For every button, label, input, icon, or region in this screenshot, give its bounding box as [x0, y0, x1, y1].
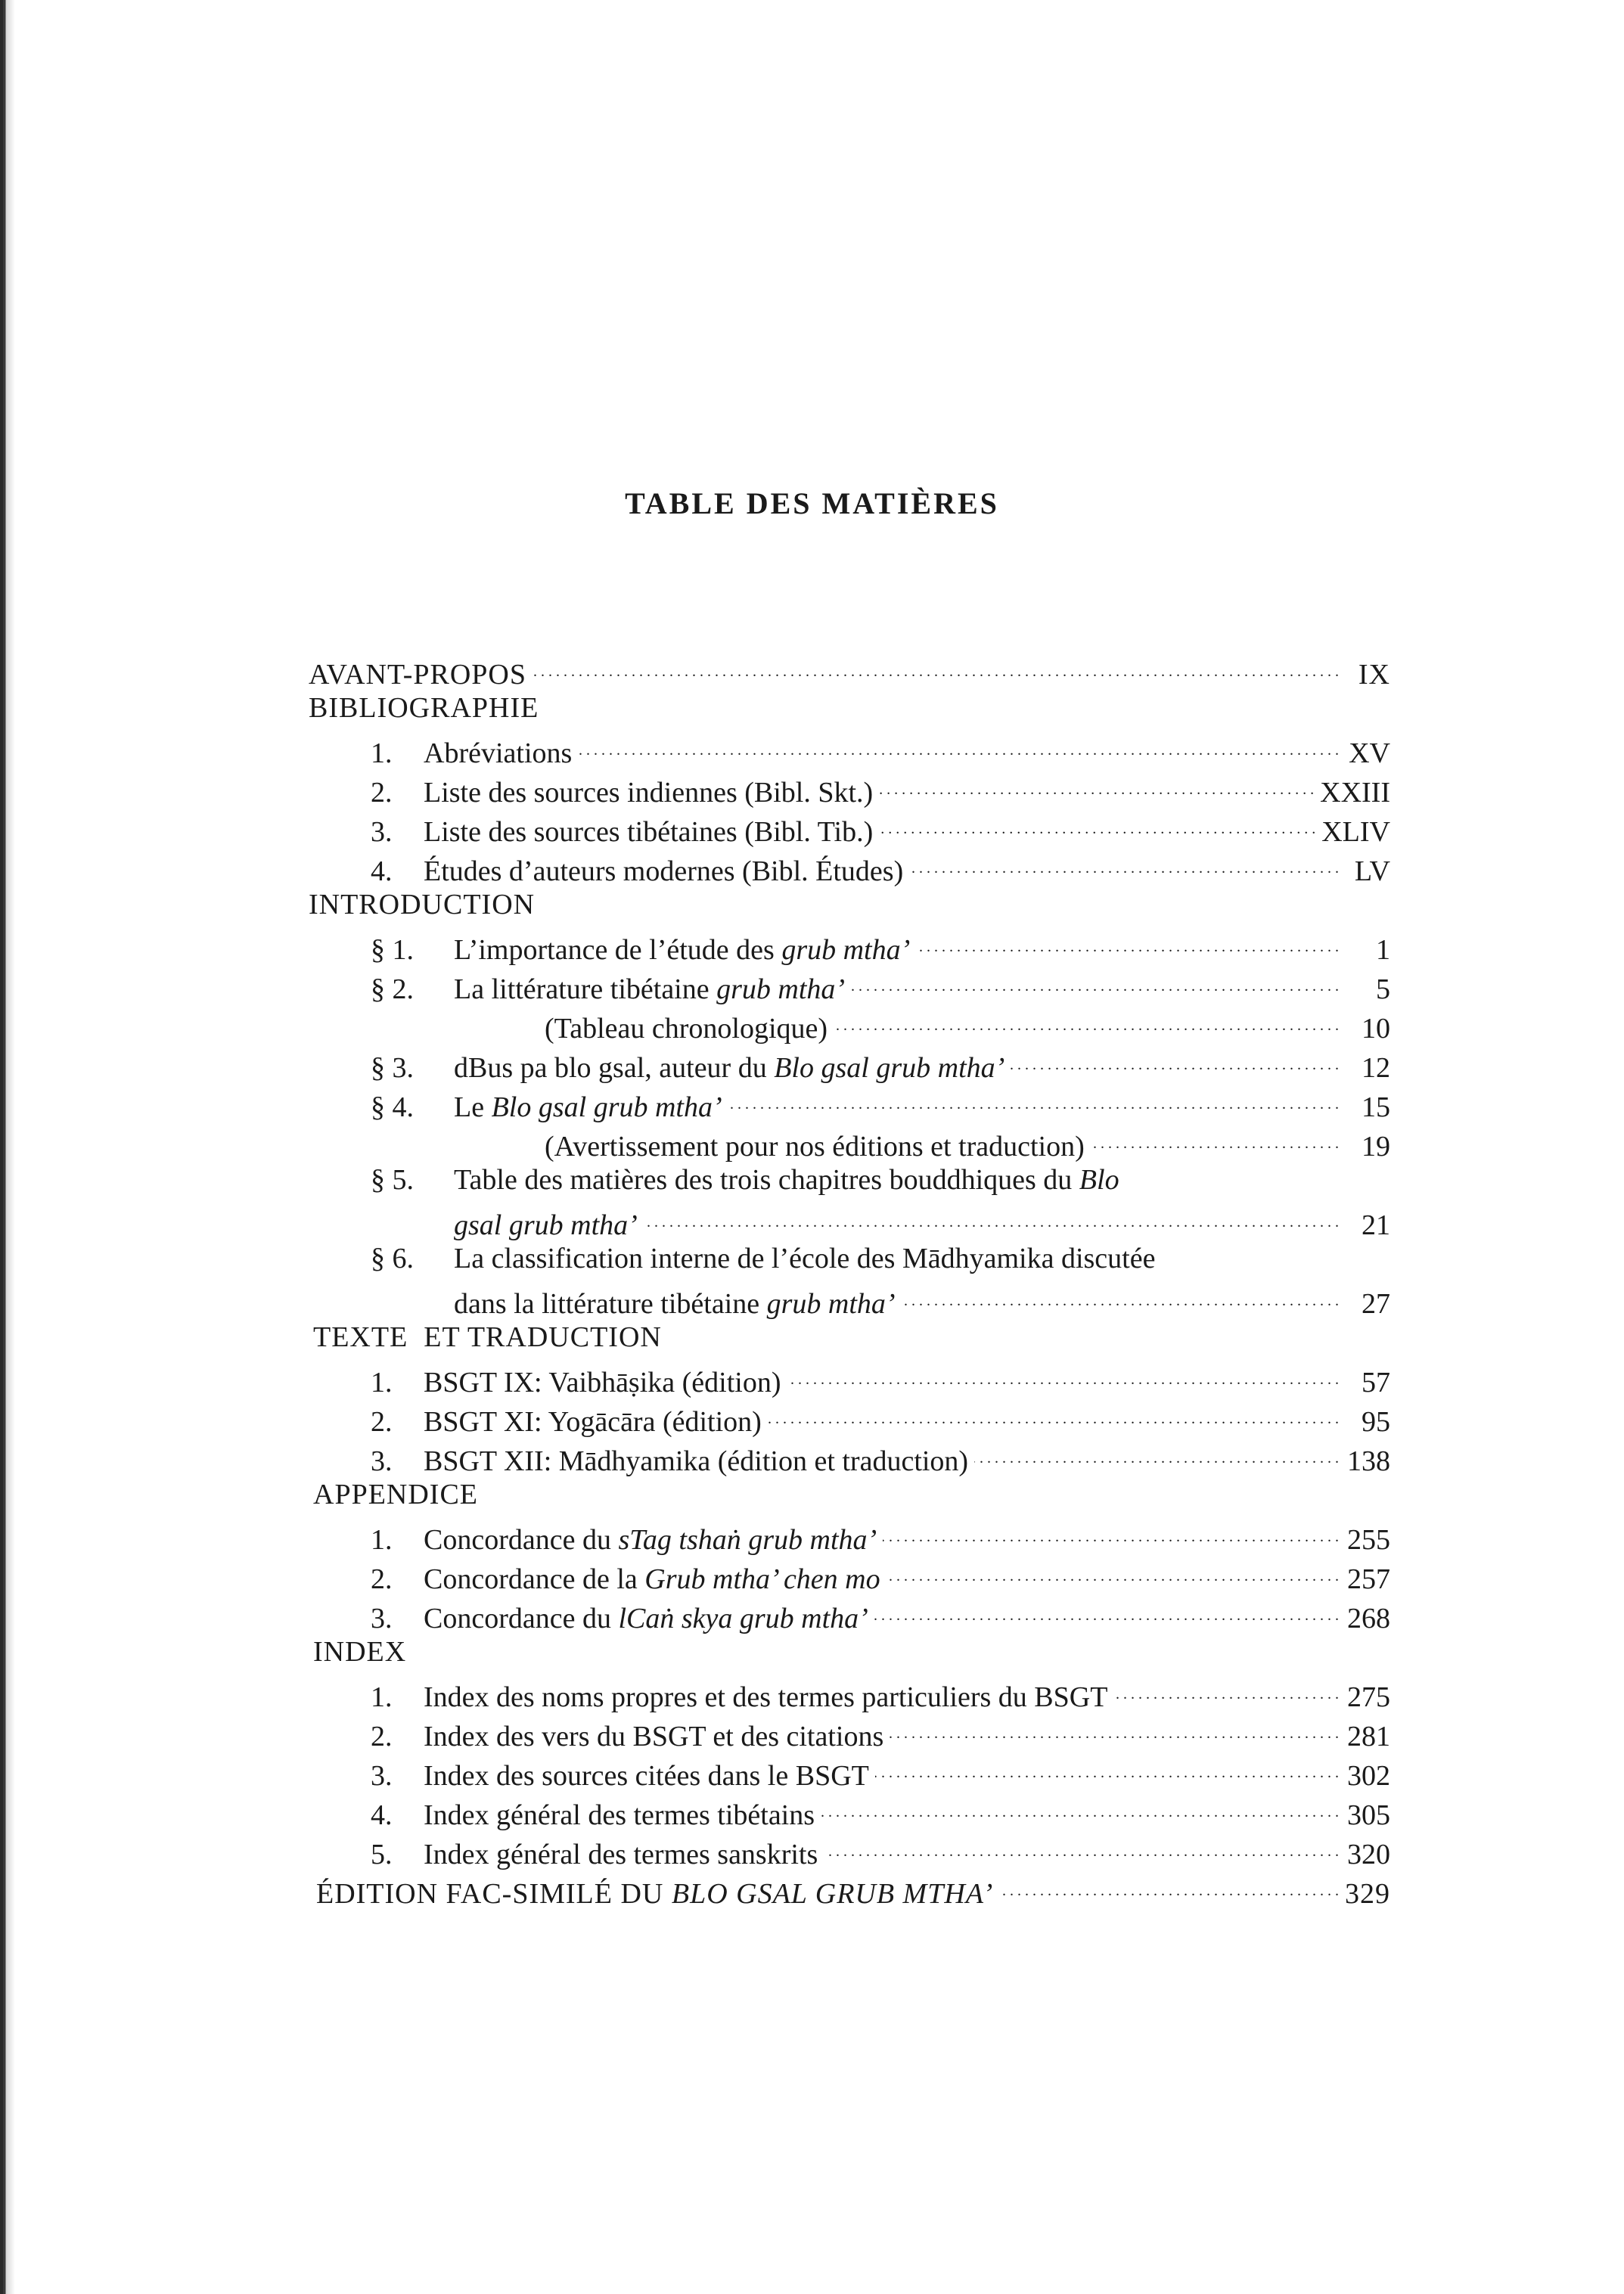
- section-number: § 1.: [371, 934, 414, 966]
- entry-page: 5: [1376, 973, 1390, 1005]
- entry-title: La littérature tibétaine: [454, 973, 710, 1005]
- leader-dots: [875, 1753, 1339, 1785]
- entry-number: 2.: [371, 1721, 393, 1752]
- entry-number: 1.: [371, 1367, 393, 1398]
- entry-title: Abréviations: [424, 737, 573, 769]
- leader-dots: [787, 1360, 1340, 1392]
- entry-title-wrap: [454, 1163, 1119, 1197]
- entry-title-wrap: [454, 1209, 638, 1242]
- entry-title: Index des noms propres et des termes particuliers du BSGT: [424, 1681, 1108, 1713]
- entry-number: 1.: [371, 1681, 393, 1713]
- entry-title: Index des vers du BSGT et des citations: [424, 1721, 884, 1752]
- entry-number: 5.: [371, 1839, 393, 1870]
- entry-page: XXIII: [1320, 777, 1390, 809]
- entry-title: Études d’auteurs modernes (Bibl. Études): [424, 855, 904, 887]
- entry-title: La classification interne de l’école des Mādhyamika discutée: [454, 1243, 1156, 1274]
- entry-title-italic: gsal grub mtha’: [454, 1209, 638, 1241]
- entry-title-wrap: [454, 1051, 1005, 1085]
- entry-title: Liste des sources tibétaines (Bibl. Tib.): [424, 816, 874, 848]
- leader-dots: [533, 652, 1339, 684]
- leader-dots: [909, 849, 1339, 880]
- toc-entry: [371, 1085, 1390, 1124]
- toc-heading-appendice: [313, 1478, 478, 1517]
- entry-title: Index général des termes sanskrits: [424, 1839, 818, 1870]
- entry-title-italic: Blo gsal grub mtha’: [774, 1052, 1005, 1084]
- toc-entry: [371, 1360, 1390, 1399]
- leader-dots: [768, 1399, 1339, 1431]
- toc-entry-edition-fac-simile: [316, 1871, 1390, 1911]
- leader-dots: [999, 1871, 1339, 1903]
- entry-title: (Avertissement pour nos éditions et traduction): [545, 1131, 1085, 1163]
- leader-dots: [824, 1832, 1339, 1864]
- entry-title-wrap: [454, 1287, 896, 1321]
- entry-title: Table des matières des trois chapitres bouddhiques du: [454, 1164, 1073, 1196]
- leader-dots: [874, 1596, 1339, 1628]
- entry-title-wrap: [454, 933, 910, 967]
- entry-title: Liste des sources indiennes (Bibl. Skt.): [424, 777, 874, 809]
- leader-dots: [821, 1793, 1339, 1824]
- section-number: § 6.: [371, 1243, 414, 1274]
- entry-number: 2.: [371, 777, 393, 809]
- toc-entry: [371, 1753, 1390, 1793]
- entry-page: 281: [1347, 1721, 1390, 1752]
- entry-title-wrap: [424, 1602, 868, 1635]
- entry-page: 95: [1362, 1406, 1390, 1438]
- toc-entry: [371, 1557, 1390, 1596]
- toc-entry-sub: [545, 1124, 1390, 1163]
- leader-dots: [887, 1557, 1339, 1588]
- toc-entry-continuation: [454, 1281, 1390, 1321]
- leader-dots: [1011, 1045, 1339, 1077]
- entry-title-wrap: [424, 1523, 877, 1557]
- entry-title: Le: [454, 1091, 485, 1123]
- entry-page: 329: [1345, 1878, 1390, 1910]
- entry-title-italic: Blo gsal grub mtha’: [491, 1091, 722, 1123]
- entry-title: (Tableau chronologique): [545, 1013, 828, 1045]
- toc-entry: [371, 927, 1390, 967]
- entry-page: 138: [1347, 1445, 1390, 1477]
- entry-page: 320: [1347, 1839, 1390, 1870]
- entry-page: 21: [1362, 1209, 1390, 1241]
- entry-page: 12: [1362, 1052, 1390, 1084]
- entry-page: 275: [1347, 1681, 1390, 1713]
- entry-title: L’importance de l’étude des: [454, 934, 775, 966]
- entry-number: 1.: [371, 1524, 393, 1556]
- entry-page: XLIV: [1321, 816, 1390, 848]
- toc-entry-avant-propos: [309, 652, 1390, 691]
- entry-title: ÉDITION FAC-SIMILÉ DU: [316, 1878, 664, 1910]
- section-number: § 5.: [371, 1164, 414, 1196]
- entry-page: 305: [1347, 1799, 1390, 1831]
- leader-dots: [1091, 1124, 1339, 1156]
- section-number: § 3.: [371, 1052, 414, 1084]
- entry-title: BSGT IX: Vaibhāṣika (édition): [424, 1367, 781, 1398]
- toc-entry: [371, 731, 1390, 770]
- entry-number: 4.: [371, 855, 393, 887]
- entry-title-italic: Blo: [1079, 1164, 1119, 1196]
- toc-entry: [371, 1399, 1390, 1439]
- entry-title-italic: grub mtha’: [781, 934, 911, 966]
- toc-entry: [371, 1675, 1390, 1714]
- toc-entry: [371, 809, 1390, 849]
- entry-number: 3.: [371, 816, 393, 848]
- entry-title: Concordance du: [424, 1524, 611, 1556]
- entry-title: BSGT XI: Yogācāra (édition): [424, 1406, 762, 1438]
- toc-entry: [371, 1045, 1390, 1085]
- entry-title: Index général des termes tibétains: [424, 1799, 815, 1831]
- toc-entry: [371, 770, 1390, 809]
- leader-dots: [834, 1006, 1339, 1038]
- toc-entry: [371, 1714, 1390, 1753]
- leader-dots: [879, 770, 1314, 802]
- entry-title: Concordance de la: [424, 1563, 638, 1595]
- entry-page: XV: [1349, 737, 1390, 769]
- entry-page: IX: [1358, 659, 1390, 691]
- entry-number: 3.: [371, 1760, 393, 1792]
- toc-heading-bibliographie: [309, 691, 539, 731]
- entry-title-italic: Grub mtha’ chen mo: [644, 1563, 880, 1595]
- section-number: § 4.: [371, 1091, 414, 1123]
- entry-page: 10: [1362, 1013, 1390, 1045]
- toc-entry: [371, 1242, 1390, 1281]
- leader-dots: [879, 809, 1315, 841]
- entry-page: 257: [1347, 1563, 1390, 1595]
- entry-page: 57: [1362, 1367, 1390, 1398]
- entry-number: 2.: [371, 1406, 393, 1438]
- toc-entry: [371, 1439, 1390, 1478]
- entry-page: 255: [1347, 1524, 1390, 1556]
- section-number: § 2.: [371, 973, 414, 1005]
- entry-title: INDEX: [313, 1636, 407, 1668]
- leader-dots: [883, 1517, 1339, 1549]
- entry-number: 1.: [371, 737, 393, 769]
- entry-page: LV: [1354, 855, 1390, 887]
- leader-dots: [916, 927, 1339, 959]
- entry-title-wrap: [316, 1877, 993, 1911]
- leader-dots: [578, 731, 1339, 762]
- leader-dots: [890, 1714, 1339, 1746]
- toc-heading-introduction: [309, 888, 535, 927]
- entry-title: BIBLIOGRAPHIE: [309, 692, 539, 724]
- entry-title-italic: lCaṅ skya grub mtha’: [618, 1603, 868, 1634]
- leader-dots: [902, 1281, 1339, 1313]
- entry-title-wrap: [454, 1091, 722, 1124]
- entry-title-italic: grub mtha’: [766, 1288, 896, 1320]
- leader-dots: [1113, 1675, 1339, 1706]
- entry-number: 2.: [371, 1563, 393, 1595]
- entry-number: 3.: [371, 1445, 393, 1477]
- entry-page: 1: [1376, 934, 1390, 966]
- entry-title-italic: grub mtha’: [716, 973, 846, 1005]
- entry-number: 3.: [371, 1603, 393, 1634]
- toc-entry: [371, 1517, 1390, 1557]
- leader-dots: [728, 1085, 1339, 1116]
- entry-title: AVANT-PROPOS: [309, 659, 526, 691]
- entry-page: 15: [1362, 1091, 1390, 1123]
- entry-number: 4.: [371, 1799, 393, 1831]
- entry-page: 27: [1362, 1288, 1390, 1320]
- entry-page: 302: [1347, 1760, 1390, 1792]
- entry-title: dans la littérature tibétaine: [454, 1288, 760, 1320]
- entry-title-wrap: [454, 973, 845, 1006]
- entry-page: 268: [1347, 1603, 1390, 1634]
- entry-title-italic: BLO GSAL GRUB MTHA’: [671, 1878, 994, 1910]
- entry-title: Index des sources citées dans le BSGT: [424, 1760, 869, 1792]
- leader-dots: [974, 1439, 1339, 1470]
- entry-title: INTRODUCTION: [309, 889, 536, 920]
- toc-entry: [371, 1832, 1390, 1871]
- toc-heading-texte-traduction: [313, 1321, 662, 1360]
- entry-title: Concordance du: [424, 1603, 611, 1634]
- entry-title: BSGT XII: Mādhyamika (édition et traduction): [424, 1445, 969, 1477]
- toc-entry: [371, 967, 1390, 1006]
- leader-dots: [644, 1203, 1339, 1234]
- entry-page: 19: [1362, 1131, 1390, 1163]
- toc-heading-index: [313, 1635, 406, 1675]
- leader-dots: [851, 967, 1339, 998]
- page-title: TABLE DES MATIÈRES: [625, 486, 999, 520]
- toc-entry: [371, 1793, 1390, 1832]
- toc-entry: [371, 1163, 1390, 1203]
- toc-entry-sub: [545, 1006, 1390, 1045]
- entry-title: APPENDICE: [313, 1479, 479, 1510]
- entry-title-italic: sTag tshaṅ grub mtha’: [618, 1524, 877, 1556]
- entry-title: dBus pa blo gsal, auteur du: [454, 1052, 767, 1084]
- entry-title-wrap: [424, 1563, 880, 1596]
- toc-entry: [371, 849, 1390, 888]
- entry-title: TEXTE ET TRADUCTION: [313, 1321, 662, 1353]
- toc-entry-continuation: [454, 1203, 1390, 1242]
- toc-entry: [371, 1596, 1390, 1635]
